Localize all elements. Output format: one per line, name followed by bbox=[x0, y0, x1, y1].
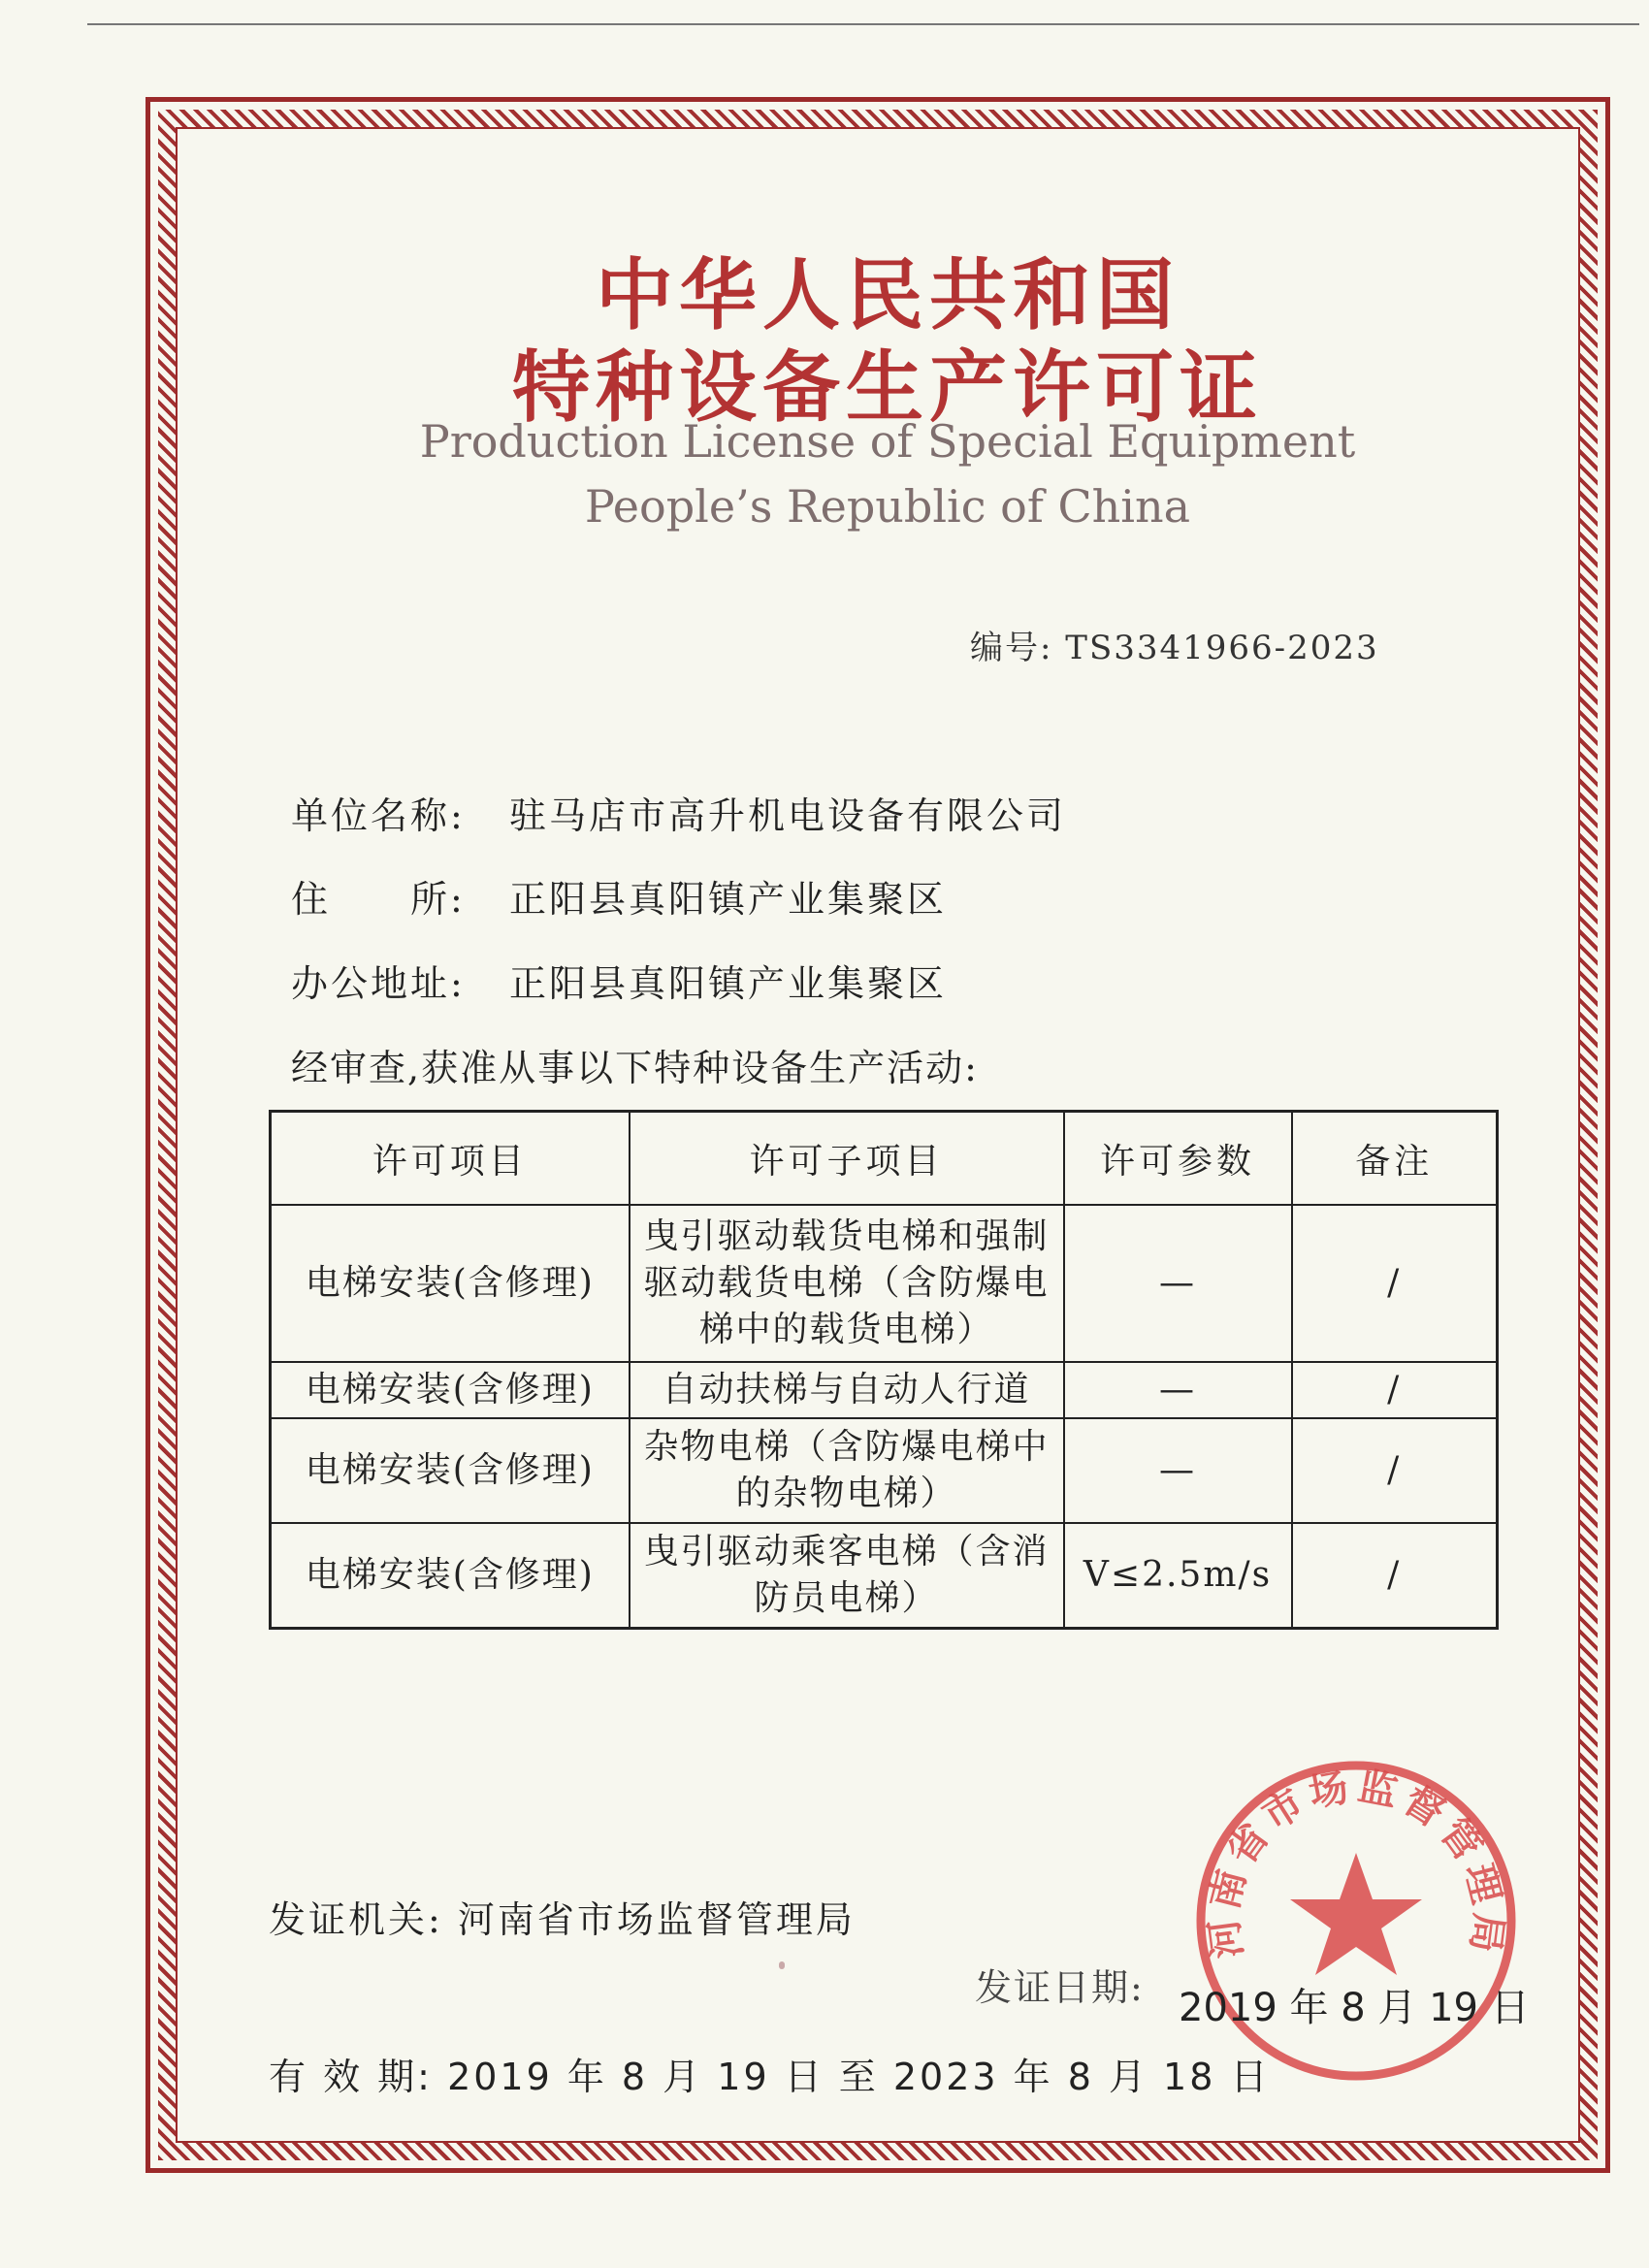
header-license-sub-item: 许可子项目 bbox=[630, 1112, 1064, 1206]
cell-remarks: / bbox=[1292, 1362, 1498, 1418]
title-chinese-line2: 特种设备生产许可证 bbox=[512, 342, 1263, 433]
official-seal-icon bbox=[1191, 1756, 1521, 2086]
cell-license-sub-item: 自动扶梯与自动人行道 bbox=[630, 1362, 1064, 1418]
title-english-line2: People’s Republic of China bbox=[584, 480, 1191, 533]
office-address-label: 办公地址: bbox=[291, 962, 466, 1005]
cell-license-sub-item: 曳引驱动乘客电梯（含消防员电梯） bbox=[630, 1523, 1064, 1628]
cell-license-parameter: V≤2.5m/s bbox=[1064, 1523, 1292, 1628]
title-chinese-line1: 中华人民共和国 bbox=[596, 250, 1180, 340]
scan-top-line bbox=[87, 23, 1639, 25]
seal-text: 河南省市场监督管理局 bbox=[1201, 1764, 1511, 1961]
header-license-item: 许可项目 bbox=[271, 1112, 630, 1206]
cell-license-parameter: — bbox=[1064, 1362, 1292, 1418]
cell-remarks: / bbox=[1292, 1205, 1498, 1362]
residence-field bbox=[291, 869, 947, 923]
validity-value: 2019 年 8 月 19 日 至 2023 年 8 月 18 日 bbox=[447, 2056, 1271, 2098]
office-address-value: 正阳县真阳镇产业集聚区 bbox=[509, 962, 948, 1005]
approved-activities-text: 经审查,获准从事以下特种设备生产活动: bbox=[291, 1047, 979, 1089]
office-address-field bbox=[291, 954, 947, 1007]
cell-remarks: / bbox=[1292, 1523, 1498, 1628]
cell-license-parameter: — bbox=[1064, 1418, 1292, 1523]
header-remarks: 备注 bbox=[1292, 1112, 1498, 1206]
issuing-authority bbox=[269, 1890, 856, 1943]
cell-license-parameter: — bbox=[1064, 1205, 1292, 1362]
issuing-authority-label: 发证机关: bbox=[269, 1898, 443, 1941]
cell-license-sub-item: 杂物电梯（含防爆电梯中的杂物电梯） bbox=[630, 1418, 1064, 1523]
issuing-authority-value: 河南省市场监督管理局 bbox=[457, 1898, 856, 1941]
header-license-parameter: 许可参数 bbox=[1064, 1112, 1292, 1206]
issue-date-value: 2019 年 8 月 19 日 bbox=[1179, 1986, 1530, 2030]
table-row bbox=[271, 1523, 1498, 1628]
issue-date-label: 发证日期: bbox=[975, 1966, 1145, 2009]
validity-label: 有 效 期: bbox=[269, 2056, 433, 2098]
table-row bbox=[271, 1205, 1498, 1362]
cell-license-item: 电梯安装(含修理) bbox=[271, 1523, 630, 1628]
title-english-line1: Production License of Special Equipment bbox=[419, 415, 1356, 468]
table-row bbox=[271, 1362, 1498, 1418]
serial-number bbox=[970, 621, 1379, 668]
unit-name-value: 驻马店市高升机电设备有限公司 bbox=[509, 794, 1067, 837]
serial-value: TS3341966-2023 bbox=[1065, 629, 1379, 667]
table-row bbox=[271, 1418, 1498, 1523]
cell-license-item: 电梯安装(含修理) bbox=[271, 1362, 630, 1418]
cell-remarks: / bbox=[1292, 1418, 1498, 1523]
unit-name-field bbox=[291, 786, 1066, 839]
table-header-row bbox=[271, 1112, 1498, 1206]
license-table bbox=[269, 1110, 1499, 1630]
cell-license-item: 电梯安装(含修理) bbox=[271, 1418, 630, 1523]
residence-value: 正阳县真阳镇产业集聚区 bbox=[509, 878, 948, 921]
cell-license-sub-item: 曳引驱动载货电梯和强制驱动载货电梯（含防爆电梯中的载货电梯） bbox=[630, 1205, 1064, 1362]
serial-label: 编号: bbox=[970, 629, 1053, 667]
cell-license-item: 电梯安装(含修理) bbox=[271, 1205, 630, 1362]
validity-period bbox=[269, 2047, 1271, 2100]
unit-name-label: 单位名称: bbox=[291, 794, 466, 837]
residence-label: 住 所: bbox=[291, 878, 466, 921]
paper-speck bbox=[779, 1961, 785, 1969]
